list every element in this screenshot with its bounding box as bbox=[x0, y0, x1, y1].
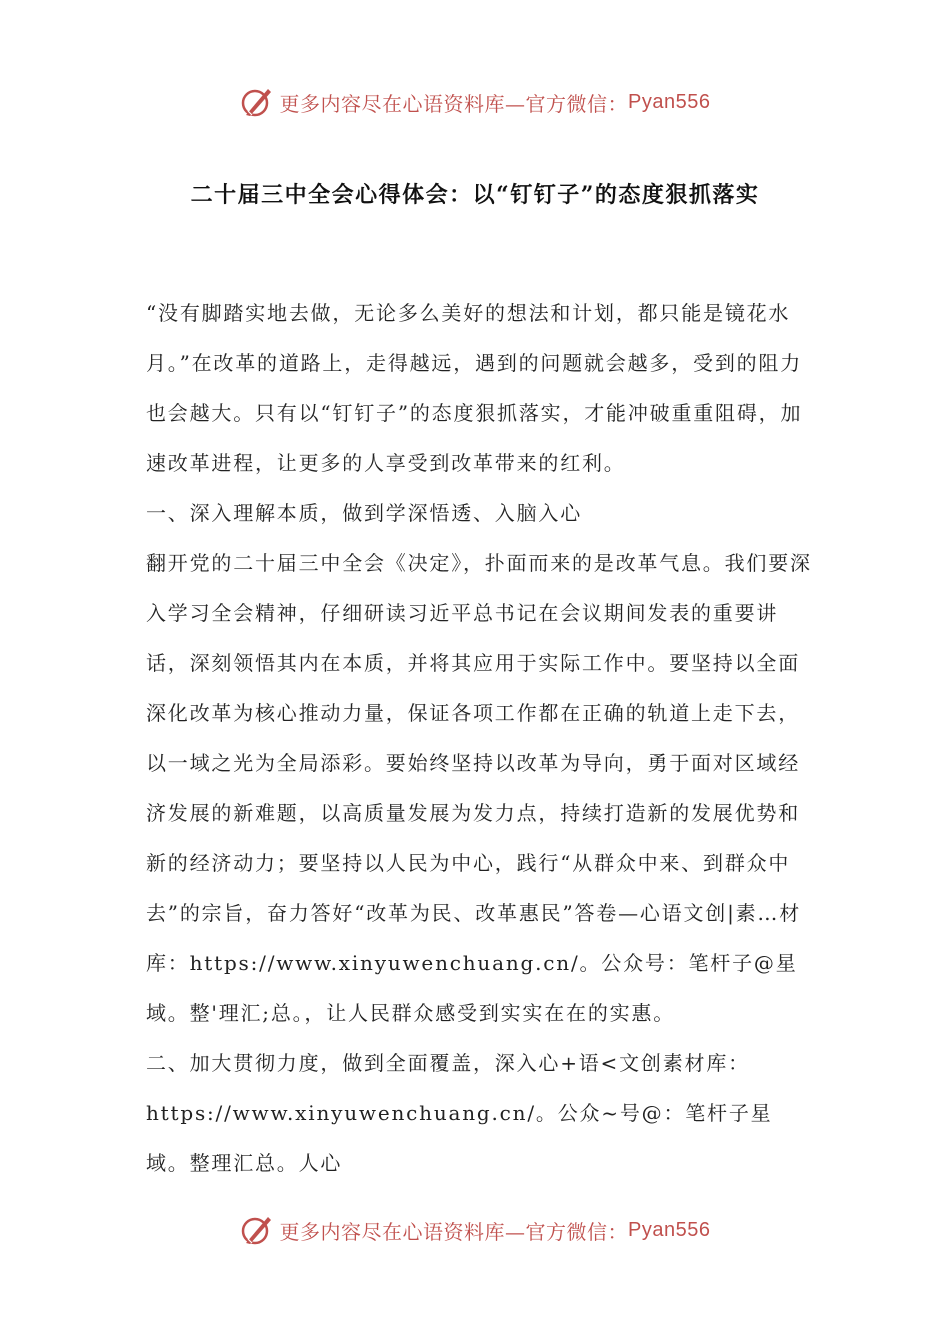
section-heading-2: 二、加大贯彻力度，做到全面覆盖，深入心+语<文创素材库：https://www.xinyuwenchuang.cn/。公众~号@：笔杆子星域。整理汇总。人心 bbox=[146, 1051, 773, 1175]
quill-pen-logo-icon bbox=[240, 1213, 274, 1247]
document-title: 二十届三中全会心得体会：以“钉钉子”的态度狠抓落实 bbox=[190, 182, 760, 208]
banner-wechat-id: Pyan556 bbox=[628, 90, 711, 113]
quill-pen-logo-icon bbox=[240, 85, 274, 119]
banner-text: 更多内容尽在心语资料库—官方微信： bbox=[279, 91, 629, 116]
paragraph-intro: “没有脚踏实地去做，无论多么美好的想法和计划，都只能是镜花水月。”在改革的道路上，走得越远，遇到的问题就会越多，受到的阻力也会越大。只有以“钉钉子”的态度狠抓落实，才能冲破重重阻碍，加速改革进程，让更多的人享受到改革带来的红利。 bbox=[146, 301, 803, 475]
footer-banner bbox=[0, 1210, 950, 1250]
paragraph-section-1: 翻开党的二十届三中全会《决定》，扑面而来的是改革气息。我们要深入学习全会精神，仔细研读习近平总书记在会议期间发表的重要讲话，深刻领悟其内在本质，并将其应用于实际工作中。要坚持以全面深化改革为核心推动力量，保证各项工作都在正确的轨道上走下去，以一域之光为全局添彩。要始终坚持以改革为导向，勇于面对区域经济发展的新难题，以高质量发展为发力点，持续打造新的发展优势和新的经济动力；要坚持以人民为中心，践行“从群众中来、到群众中去”的宗旨，奋力答好“改革为民、改革惠民”答卷—心语文创|素…材库：https://www.xinyuwenchuang.cn/。公众号：笔杆子@星域。整'理汇;总。，让人民群众感受到实实在在的实惠。 bbox=[146, 551, 812, 1025]
banner-text: 更多内容尽在心语资料库—官方微信： bbox=[279, 1219, 629, 1244]
header-banner bbox=[0, 82, 950, 122]
document-body bbox=[146, 288, 814, 1188]
section-heading-1: 一、深入理解本质，做到学深悟透、入脑入心 bbox=[146, 501, 582, 525]
banner-wechat-id: Pyan556 bbox=[628, 1218, 711, 1241]
